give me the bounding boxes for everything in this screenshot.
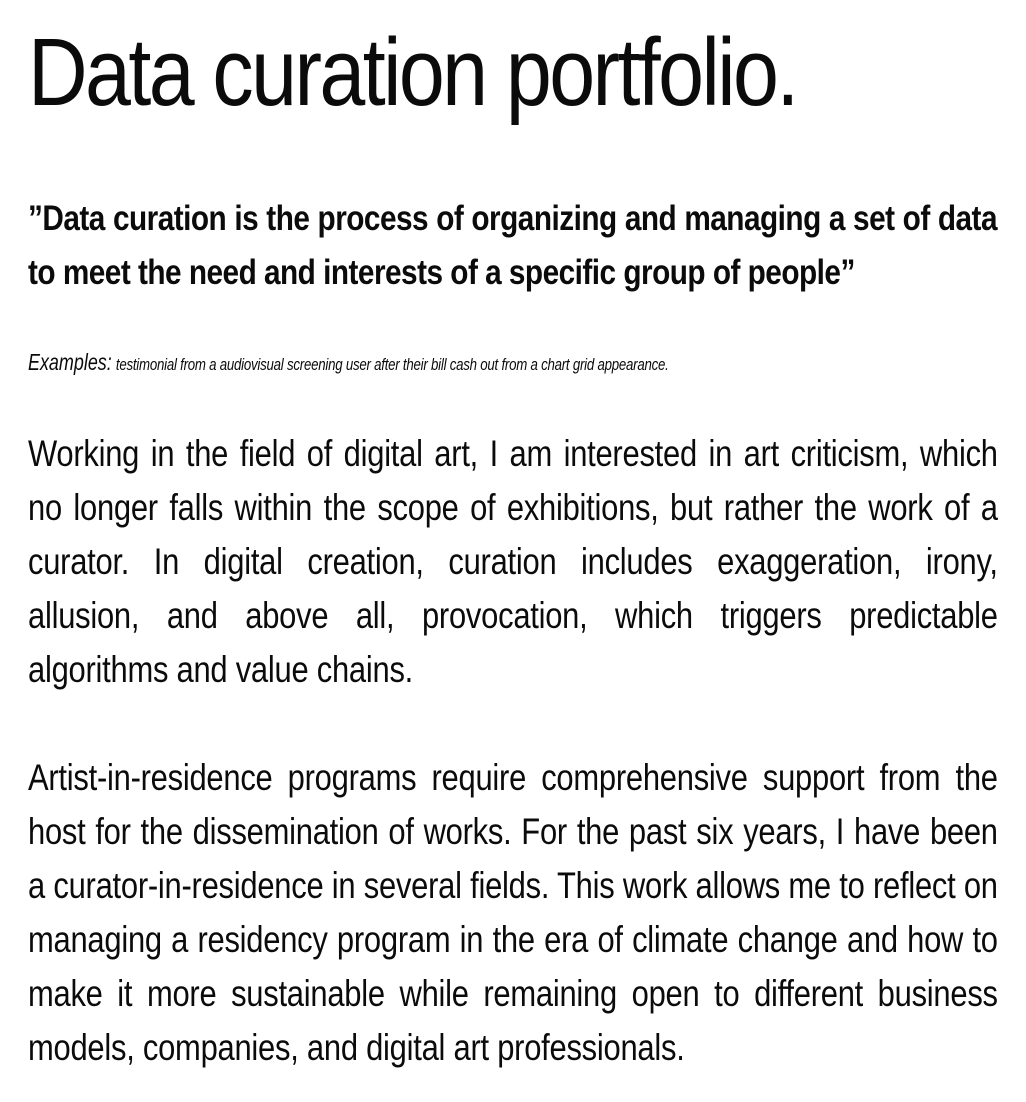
document-page xyxy=(28,18,998,1075)
paragraph-residency: Artist-in-residence programs require comprehensive support from the host for the dissemination of works. For the past six years, I have been a curator-in-residence in several fields. This work allows me to reflect on managing a residency program in the era of climate change and how to make it more sustainable while remaining open to different business models, companies, and digital art professionals. xyxy=(28,757,998,1068)
examples-note xyxy=(28,350,785,377)
definition-quote: ”Data curation is the process of organizing and managing a set of data to meet the need and interests of a specific group of people” xyxy=(28,199,997,292)
examples-text: testimonial from a audiovisual screening user after their bill cash out from a chart grid appearance. xyxy=(115,355,669,374)
paragraph-digital-art: Working in the field of digital art, I am interested in art criticism, which no longer falls within the scope of exhibitions, but rather the work of a curator. In digital creation, curation includes exaggeration, irony, allusion, and above all, provocation, which triggers predictable algorithms and value chains. xyxy=(28,433,998,690)
page-title: Data curation portfolio. xyxy=(28,19,797,126)
examples-label: Examples: xyxy=(28,349,112,375)
